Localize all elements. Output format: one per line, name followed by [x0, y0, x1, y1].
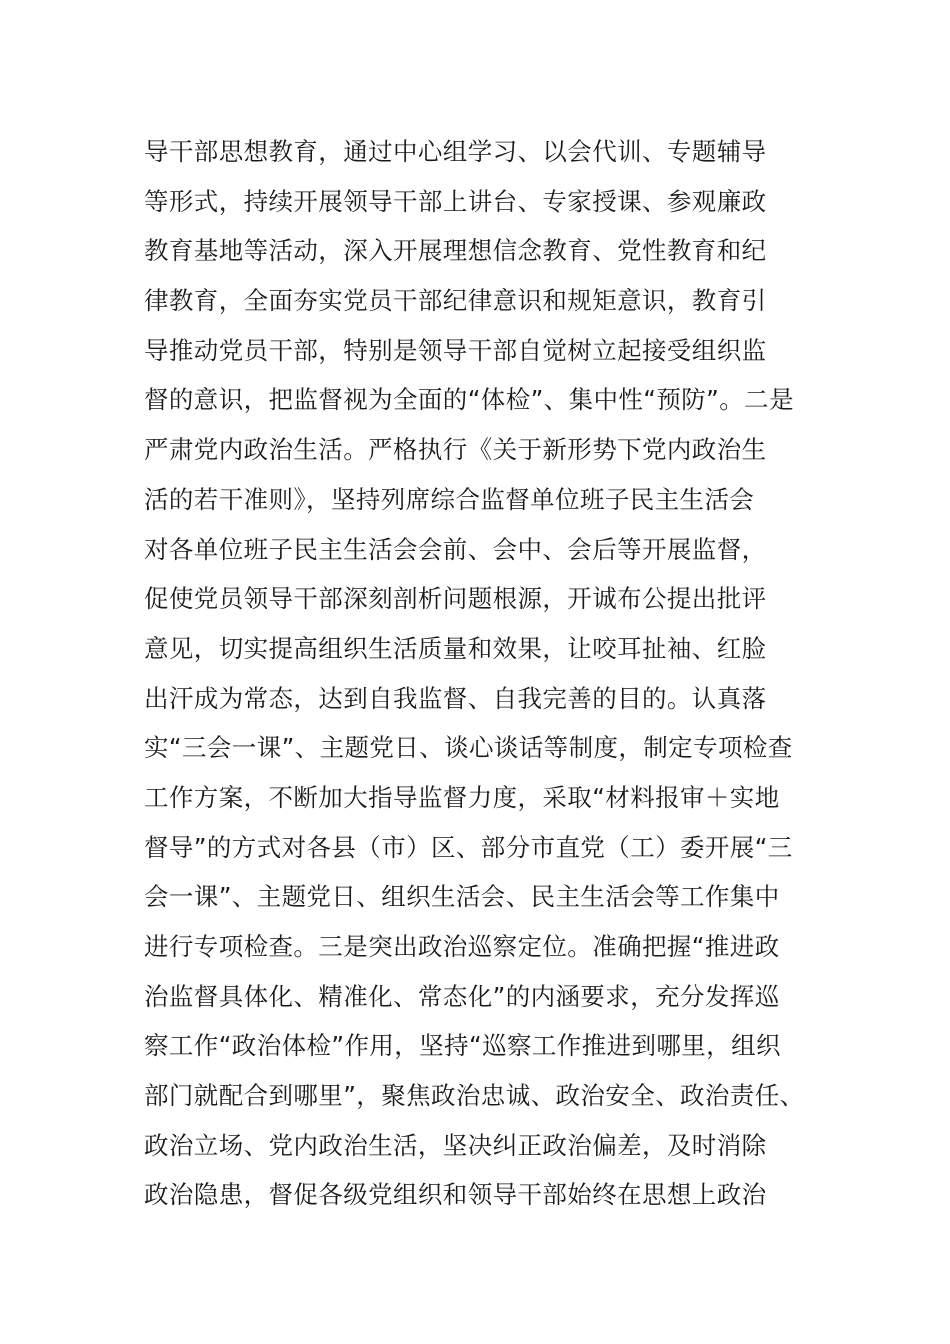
text-line: 政治隐患，督促各级党组织和领导干部始终在思想上政治	[144, 1180, 767, 1210]
text-line: 治监督具体化、精准化、常态化”的内涵要求，充分发挥巡	[144, 981, 780, 1011]
text-line: 实“三会一课”、主题党日、谈心谈话等制度，制定专项检查	[144, 733, 793, 763]
text-line: 意见，切实提高组织生活质量和效果，让咬耳扯袖、红脸	[144, 633, 767, 663]
text-line: 导推动党员干部，特别是领导干部自觉树立起接受组织监	[144, 335, 767, 365]
text-line: 活的若干准则》，坚持列席综合监督单位班子民主生活会	[144, 484, 755, 514]
body-text	[144, 127, 824, 1220]
text-line: 部门就配合到哪里”，聚焦政治忠诚、政治安全、政治责任、	[144, 1081, 805, 1111]
text-line: 等形式，持续开展领导干部上讲台、专家授课、参观廉政	[144, 186, 767, 216]
text-line: 会一课”、主题党日、组织生活会、民主生活会等工作集中	[144, 882, 780, 912]
text-line: 律教育，全面夯实党员干部纪律意识和规矩意识，教育引	[144, 286, 767, 316]
text-line: 督导”的方式对各县（市）区、部分市直党（工）委开展“三	[144, 832, 793, 862]
text-line: 导干部思想教育，通过中心组学习、以会代训、专题辅导	[144, 137, 767, 166]
text-line: 政治立场、党内政治生活，坚决纠正政治偏差，及时消除	[144, 1130, 767, 1160]
text-line: 进行专项检查。三是突出政治巡察定位。准确把握“推进政	[144, 932, 780, 961]
text-line: 出汗成为常态，达到自我监督、自我完善的目的。认真落	[144, 683, 767, 713]
text-line: 对各单位班子民主生活会会前、会中、会后等开展监督，	[144, 534, 767, 564]
text-line: 工作方案，不断加大指导监督力度，采取“材料报审＋实地	[144, 782, 780, 812]
text-line: 促使党员领导干部深刻剖析问题根源，开诚布公提出批评	[144, 584, 767, 614]
text-line: 督的意识，把监督视为全面的“体检”、集中性“预防”。二是	[144, 385, 794, 415]
text-line: 教育基地等活动，深入开展理想信念教育、党性教育和纪	[144, 236, 767, 266]
text-line: 察工作“政治体检”作用，坚持“巡察工作推进到哪里，组织	[144, 1031, 781, 1061]
text-line: 严肃党内政治生活。严格执行《关于新形势下党内政治生	[144, 435, 767, 465]
